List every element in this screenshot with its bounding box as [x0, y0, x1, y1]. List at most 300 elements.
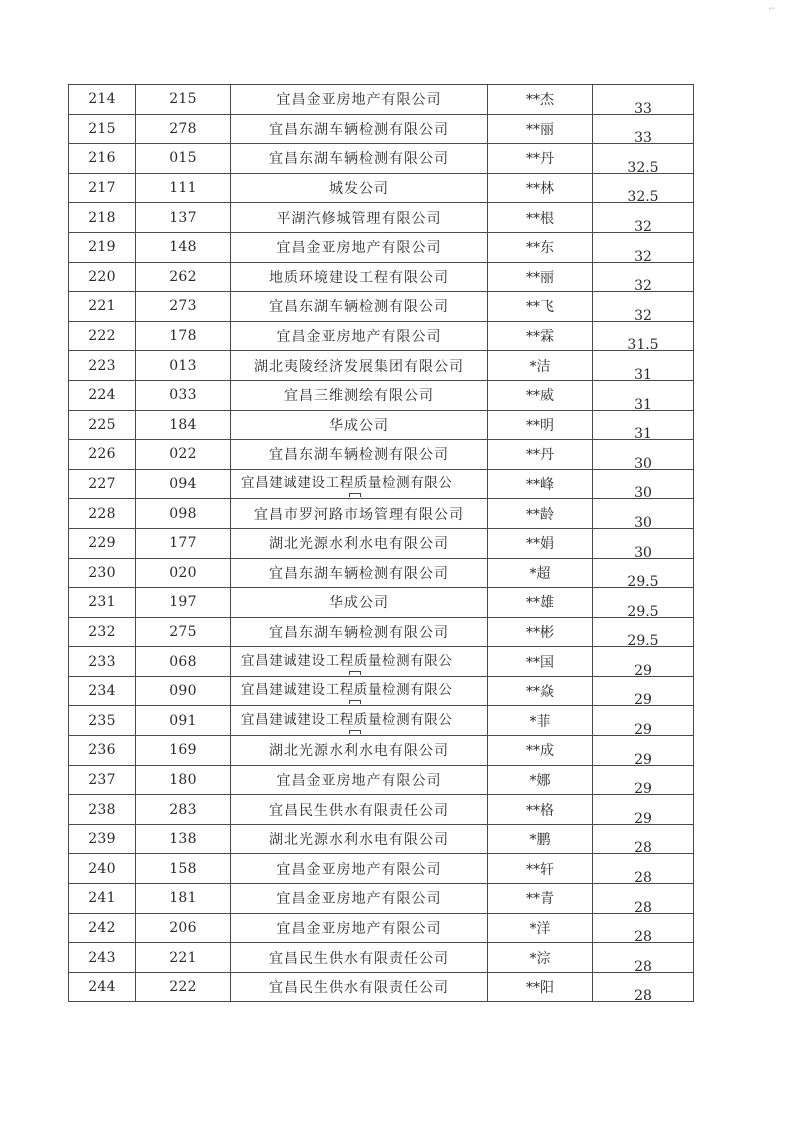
- cell-name-text: **丹: [526, 151, 554, 168]
- cell-id: [136, 558, 231, 588]
- cell-name-text: **东: [526, 240, 554, 257]
- cell-id: [136, 913, 231, 943]
- cell-seq-text: 218: [88, 209, 116, 226]
- cell-id: [136, 765, 231, 795]
- cell-unit-text: 宜昌东湖车辆检测有限公司: [269, 447, 449, 464]
- cell-score-text: 28: [634, 840, 652, 854]
- cell-unit: [231, 824, 488, 854]
- cell-seq: [69, 232, 136, 262]
- cell-id: [136, 617, 231, 647]
- cell-id-text: 184: [169, 416, 197, 433]
- cell-seq-text: 228: [88, 505, 116, 522]
- cell-seq: [69, 144, 136, 174]
- cell-score-text: 28: [634, 988, 652, 1002]
- cell-seq: [69, 440, 136, 470]
- cell-seq-text: 225: [88, 416, 116, 433]
- table-row: [69, 203, 694, 233]
- table-row: [69, 440, 694, 470]
- cell-name-text: **成: [526, 743, 554, 760]
- cell-unit-text: 湖北光源水利水电有限公司: [269, 743, 449, 760]
- table-row: [69, 884, 694, 914]
- cell-score: [593, 203, 694, 233]
- table-row: [69, 972, 694, 1002]
- cell-unit-text: 宜昌金亚房地产有限公司: [276, 861, 442, 878]
- cell-id-text: 180: [169, 771, 197, 788]
- cell-unit: [231, 765, 488, 795]
- cell-id-text: 137: [169, 209, 197, 226]
- cell-score: [593, 351, 694, 381]
- cell-seq: [69, 321, 136, 351]
- cell-id-text: 094: [169, 476, 197, 493]
- cell-id-text: 283: [169, 801, 197, 818]
- cell-unit: [231, 588, 488, 618]
- cell-score: [593, 943, 694, 973]
- cell-seq-text: 231: [88, 594, 116, 611]
- cell-score-text: 30: [634, 544, 652, 558]
- table-row: [69, 706, 694, 736]
- cell-seq-text: 223: [88, 357, 116, 374]
- cell-seq-text: 214: [88, 91, 116, 108]
- cell-id: [136, 351, 231, 381]
- cell-unit-text: 宜昌民生供水有限责任公司: [269, 950, 449, 967]
- cell-score: [593, 913, 694, 943]
- cell-name-text: **林: [526, 181, 554, 198]
- cell-name-text: **丽: [526, 121, 554, 138]
- table-row: [69, 173, 694, 203]
- cell-name: [488, 884, 593, 914]
- cell-name-text: **丽: [526, 269, 554, 286]
- cell-name: [488, 85, 593, 115]
- cell-unit-text: 华成公司: [329, 595, 389, 612]
- cell-name: [488, 972, 593, 1002]
- cell-score-text: 30: [634, 485, 652, 499]
- cell-unit-text: 平湖汽修城管理有限公司: [276, 210, 442, 227]
- cell-id-text: 068: [169, 653, 197, 670]
- cell-seq: [69, 588, 136, 618]
- cell-name: [488, 617, 593, 647]
- cell-score-text: 28: [634, 899, 652, 914]
- cell-name-text: **飞: [526, 299, 554, 316]
- cell-score-text: 33: [634, 100, 652, 115]
- table-row: [69, 824, 694, 854]
- cell-name-text: **格: [526, 802, 554, 819]
- cell-unit: [231, 440, 488, 470]
- cell-score-text: 32: [634, 278, 652, 292]
- cell-name: [488, 558, 593, 588]
- cell-unit: [231, 795, 488, 825]
- cell-unit: [231, 469, 488, 499]
- table-row: [69, 647, 694, 677]
- cell-id-text: 273: [169, 298, 197, 315]
- cell-name: [488, 913, 593, 943]
- cell-score-text: 33: [634, 130, 652, 144]
- cell-id: [136, 469, 231, 499]
- cell-seq-text: 236: [88, 742, 116, 759]
- cell-unit: [231, 736, 488, 766]
- cell-id-text: 178: [169, 328, 197, 345]
- cell-seq-text: 240: [88, 860, 116, 877]
- cell-score-text: 29: [634, 722, 652, 736]
- cell-seq: [69, 351, 136, 381]
- cell-unit-text: 湖北夷陵经济发展集团有限公司: [254, 358, 464, 375]
- cell-seq-text: 219: [88, 239, 116, 256]
- cell-unit-text: 宜昌金亚房地产有限公司: [276, 92, 442, 109]
- cell-unit: [231, 114, 488, 144]
- cell-seq-text: 230: [88, 564, 116, 581]
- table-row: [69, 144, 694, 174]
- cell-seq: [69, 203, 136, 233]
- cell-score: [593, 262, 694, 292]
- cell-name: [488, 173, 593, 203]
- cell-unit: [231, 173, 488, 203]
- cell-unit: [231, 85, 488, 115]
- cell-name: [488, 676, 593, 706]
- cell-id: [136, 321, 231, 351]
- cell-unit: [231, 203, 488, 233]
- cell-seq-text: 216: [88, 150, 116, 167]
- cell-seq: [69, 913, 136, 943]
- cell-unit: [231, 913, 488, 943]
- cell-seq-text: 238: [88, 801, 116, 818]
- table-row: [69, 262, 694, 292]
- cell-id-text: 091: [169, 712, 197, 729]
- cell-score-text: 29: [634, 810, 652, 825]
- cell-seq: [69, 380, 136, 410]
- table-row: [69, 676, 694, 706]
- cell-score: [593, 410, 694, 440]
- cell-score: [593, 617, 694, 647]
- cell-seq: [69, 558, 136, 588]
- table-row: [69, 85, 694, 115]
- cell-seq: [69, 824, 136, 854]
- cell-id: [136, 114, 231, 144]
- cell-score: [593, 972, 694, 1002]
- cell-name: [488, 588, 593, 618]
- cell-id: [136, 647, 231, 677]
- cell-name-text: **轩: [526, 861, 554, 878]
- cell-unit: [231, 884, 488, 914]
- cell-score: [593, 85, 694, 115]
- cell-id-text: 197: [169, 594, 197, 611]
- cell-name: [488, 410, 593, 440]
- cell-unit: [231, 617, 488, 647]
- cell-name-text: **明: [526, 417, 554, 434]
- table-row: [69, 499, 694, 529]
- cell-name-text: **国: [526, 654, 554, 671]
- cell-score-text: 31: [634, 366, 652, 381]
- results-table-body: [69, 85, 694, 1002]
- cell-unit: [231, 943, 488, 973]
- cell-name: [488, 647, 593, 677]
- cell-name-text: *洁: [529, 358, 551, 375]
- cell-seq: [69, 528, 136, 558]
- table-row: [69, 558, 694, 588]
- cell-id: [136, 854, 231, 884]
- cell-name: [488, 943, 593, 973]
- cell-id: [136, 292, 231, 322]
- cell-score-text: 28: [634, 958, 652, 973]
- cell-unit-text: 宜昌建诚建设工程质量检测有限公: [241, 475, 453, 492]
- cell-score-text: 32.5: [627, 189, 659, 203]
- cell-seq: [69, 85, 136, 115]
- cell-score: [593, 144, 694, 174]
- cell-unit: [231, 854, 488, 884]
- cell-score: [593, 440, 694, 470]
- cell-id: [136, 736, 231, 766]
- cell-seq-text: 239: [88, 831, 116, 848]
- cell-unit-text: 宜昌建诚建设工程质量检测有限公: [241, 682, 453, 699]
- cell-name: [488, 736, 593, 766]
- cell-name: [488, 824, 593, 854]
- cell-score-text: 32: [634, 307, 652, 322]
- cell-score: [593, 173, 694, 203]
- table-row: [69, 617, 694, 647]
- cell-unit-text: 宜昌东湖车辆检测有限公司: [269, 121, 449, 138]
- cell-id: [136, 528, 231, 558]
- cell-score-text: 28: [634, 929, 652, 943]
- cell-seq: [69, 884, 136, 914]
- cell-unit: [231, 706, 488, 736]
- table-row: [69, 736, 694, 766]
- cell-unit: [231, 351, 488, 381]
- cell-id-text: 222: [169, 979, 197, 996]
- cell-name-text: **丹: [526, 447, 554, 464]
- cell-name: [488, 144, 593, 174]
- cell-unit-text: 城发公司: [329, 181, 389, 198]
- cell-unit: [231, 528, 488, 558]
- cell-unit-text: 宜昌金亚房地产有限公司: [276, 329, 442, 346]
- cell-name: [488, 706, 593, 736]
- cell-seq-text: 217: [88, 180, 116, 197]
- cell-name-text: **龄: [526, 506, 554, 523]
- cell-unit-text: 宜昌金亚房地产有限公司: [276, 920, 442, 937]
- cell-score: [593, 736, 694, 766]
- cell-score: [593, 765, 694, 795]
- cell-seq-text: 244: [88, 979, 116, 996]
- cell-score: [593, 884, 694, 914]
- cell-seq-text: 242: [88, 919, 116, 936]
- cell-seq: [69, 972, 136, 1002]
- cell-id-text: 033: [169, 387, 197, 404]
- cell-id-text: 169: [169, 742, 197, 759]
- cell-score-text: 29: [634, 751, 652, 766]
- cell-id-text: 262: [169, 268, 197, 285]
- cell-id: [136, 676, 231, 706]
- table-row: [69, 410, 694, 440]
- cell-seq-text: 241: [88, 890, 116, 907]
- table-row: [69, 321, 694, 351]
- table-row: [69, 913, 694, 943]
- cell-unit-text: 宜昌金亚房地产有限公司: [276, 891, 442, 908]
- cell-score-text: 29: [634, 781, 652, 795]
- cell-name-text: **威: [526, 388, 554, 405]
- table-row: [69, 795, 694, 825]
- cell-unit: [231, 410, 488, 440]
- cell-seq: [69, 854, 136, 884]
- cell-name-text: **杰: [526, 92, 554, 109]
- cell-seq: [69, 706, 136, 736]
- cell-score-text: 31: [634, 396, 652, 411]
- cell-unit: [231, 232, 488, 262]
- cell-id: [136, 144, 231, 174]
- cell-score: [593, 558, 694, 588]
- cell-unit-text: 宜昌民生供水有限责任公司: [269, 980, 449, 997]
- cell-name: [488, 854, 593, 884]
- cell-seq: [69, 173, 136, 203]
- cell-unit-text: 宜昌市罗河路市场管理有限公司: [254, 506, 464, 523]
- cell-seq: [69, 292, 136, 322]
- cell-score: [593, 469, 694, 499]
- cell-id: [136, 173, 231, 203]
- cell-id: [136, 203, 231, 233]
- table-row: [69, 292, 694, 322]
- cell-name: [488, 528, 593, 558]
- cell-name-text: *鹏: [529, 832, 551, 849]
- cell-seq: [69, 676, 136, 706]
- cell-name-text: **雄: [526, 595, 554, 612]
- cell-unit-text: 地质环境建设工程有限公司: [269, 269, 449, 286]
- cell-score: [593, 706, 694, 736]
- cell-name: [488, 499, 593, 529]
- cell-seq: [69, 499, 136, 529]
- cell-seq: [69, 262, 136, 292]
- cell-id-text: 138: [169, 831, 197, 848]
- cell-unit-text: 宜昌建诚建设工程质量检测有限公: [241, 711, 453, 728]
- cell-name-text: *淙: [529, 950, 551, 967]
- cell-unit: [231, 499, 488, 529]
- cell-seq: [69, 114, 136, 144]
- cell-seq-text: 232: [88, 623, 116, 640]
- table-row: [69, 380, 694, 410]
- cell-name-text: **霖: [526, 329, 554, 346]
- cell-name: [488, 440, 593, 470]
- cell-score: [593, 528, 694, 558]
- cell-id-text: 221: [169, 949, 197, 966]
- page-corner-mark: ⌐: [768, 4, 777, 15]
- cell-id: [136, 499, 231, 529]
- cell-score-text: 32.5: [627, 159, 659, 174]
- cell-seq-text: 237: [88, 771, 116, 788]
- cell-seq: [69, 943, 136, 973]
- cell-seq-text: 229: [88, 535, 116, 552]
- cell-seq-text: 233: [88, 653, 116, 670]
- cell-id: [136, 588, 231, 618]
- table-row: [69, 232, 694, 262]
- cell-score: [593, 292, 694, 322]
- cell-id-text: 206: [169, 919, 197, 936]
- cell-unit-text: 宜昌民生供水有限责任公司: [269, 802, 449, 819]
- cell-seq: [69, 617, 136, 647]
- cell-seq-text: 226: [88, 446, 116, 463]
- cell-name: [488, 262, 593, 292]
- cell-name: [488, 380, 593, 410]
- table-row: [69, 765, 694, 795]
- cell-id-text: 215: [169, 91, 197, 108]
- cell-unit-text: 华成公司: [329, 417, 389, 434]
- cell-unit-text: 湖北光源水利水电有限公司: [269, 536, 449, 553]
- table-row: [69, 351, 694, 381]
- cell-seq-text: 224: [88, 387, 116, 404]
- cell-seq: [69, 736, 136, 766]
- cell-unit-text: 宜昌金亚房地产有限公司: [276, 772, 442, 789]
- cell-name: [488, 292, 593, 322]
- cell-unit: [231, 144, 488, 174]
- cell-unit-text: 宜昌东湖车辆检测有限公司: [269, 565, 449, 582]
- cell-score: [593, 795, 694, 825]
- cell-unit: [231, 380, 488, 410]
- cell-score: [593, 647, 694, 677]
- cell-id-text: 098: [169, 505, 197, 522]
- cell-unit: [231, 647, 488, 677]
- cell-id-text: 022: [169, 446, 197, 463]
- cell-seq-text: 243: [88, 949, 116, 966]
- cell-score: [593, 824, 694, 854]
- cell-score-text: 31.5: [627, 337, 659, 351]
- cell-name-text: **焱: [526, 684, 554, 701]
- cell-unit: [231, 262, 488, 292]
- cell-name: [488, 321, 593, 351]
- cell-unit: [231, 321, 488, 351]
- cell-score: [593, 114, 694, 144]
- cell-score: [593, 380, 694, 410]
- cell-score-text: 30: [634, 455, 652, 470]
- cell-id: [136, 795, 231, 825]
- cell-id: [136, 943, 231, 973]
- cell-score-text: 28: [634, 870, 652, 884]
- cell-name: [488, 114, 593, 144]
- cell-id-text: 111: [169, 180, 197, 197]
- cell-name-text: *娜: [529, 772, 551, 789]
- cell-score-text: 30: [634, 514, 652, 529]
- cell-score: [593, 321, 694, 351]
- cell-seq-text: 220: [88, 268, 116, 285]
- cell-seq-text: 234: [88, 683, 116, 700]
- cell-id-text: 090: [169, 683, 197, 700]
- cell-id-text: 015: [169, 150, 197, 167]
- cell-unit: [231, 676, 488, 706]
- cell-id-text: 158: [169, 860, 197, 877]
- cell-score: [593, 499, 694, 529]
- cell-id: [136, 380, 231, 410]
- table-row: [69, 943, 694, 973]
- cell-unit-text: 宜昌东湖车辆检测有限公司: [269, 151, 449, 168]
- cell-seq: [69, 765, 136, 795]
- cell-unit-text: 湖北光源水利水电有限公司: [269, 832, 449, 849]
- table-row: [69, 528, 694, 558]
- cell-name: [488, 351, 593, 381]
- cell-name: [488, 765, 593, 795]
- cell-name-text: *洋: [529, 920, 551, 937]
- cell-name-text: **娟: [526, 536, 554, 553]
- cell-score-text: 29: [634, 662, 652, 677]
- cell-name-text: **峰: [526, 477, 554, 494]
- cell-id-text: 181: [169, 890, 197, 907]
- cell-score: [593, 854, 694, 884]
- cell-seq-text: 227: [88, 476, 116, 493]
- cell-name: [488, 203, 593, 233]
- table-row: [69, 854, 694, 884]
- cell-name: [488, 232, 593, 262]
- cell-score: [593, 588, 694, 618]
- cell-name-text: *菲: [529, 713, 551, 730]
- cell-score-text: 31: [634, 426, 652, 440]
- cell-id: [136, 410, 231, 440]
- cell-name: [488, 795, 593, 825]
- cell-score-text: 32: [634, 248, 652, 263]
- cell-id-text: 013: [169, 357, 197, 374]
- cell-unit: [231, 558, 488, 588]
- cell-seq-text: 235: [88, 712, 116, 729]
